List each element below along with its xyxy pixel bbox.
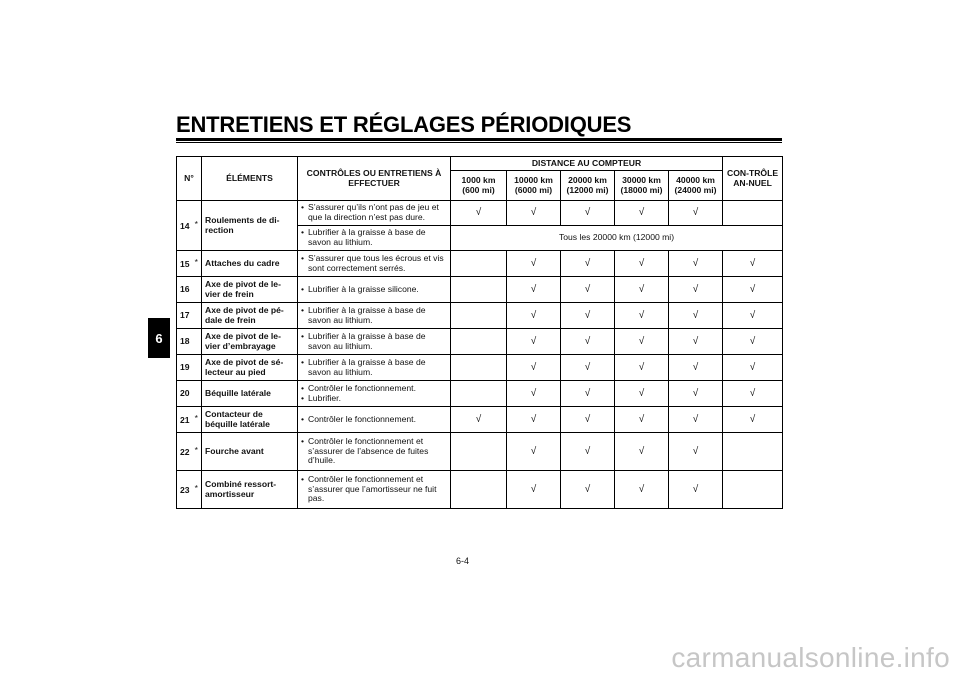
table-row [177,329,783,355]
item-number-text: 17 [180,309,190,320]
interval-check-cell: √ [669,251,723,277]
interval-check-cell: √ [507,277,561,303]
table-row [177,355,783,381]
action-item: • Contrôler le fonctionnement et s’assurer que l’amortisseur ne fuit pas. [301,475,447,504]
annual-check-cell: √ [723,407,783,433]
interval-check-cell: √ [615,329,669,355]
action-item: • Lubrifier. [301,394,447,404]
item-number [177,251,202,277]
item-element: Béquille latérale [202,381,298,407]
interval-check-cell: √ [561,381,615,407]
interval-check-cell: √ [615,251,669,277]
inspection-star: * [194,482,198,493]
interval-check-cell: √ [669,329,723,355]
item-element: Axe de pivot de le-vier de frein [202,277,298,303]
interval-mi: (600 mi) [462,184,495,195]
interval-check-cell: √ [561,277,615,303]
header-num: N° [177,157,202,201]
item-element: Fourche avant [202,433,298,471]
interval-check-cell: √ [561,329,615,355]
interval-check-cell [451,303,507,329]
inspection-star: * [194,444,198,455]
interval-check-cell: √ [615,381,669,407]
annual-check-cell: √ [723,303,783,329]
interval-check-cell: √ [507,355,561,381]
header-interval [615,171,669,201]
annual-check-cell: √ [723,329,783,355]
table-row [177,251,783,277]
item-number-text: 23 [180,484,190,495]
item-number-text: 18 [180,335,190,346]
item-number [177,471,202,509]
header-annual-check: CON-TRÔLE AN-NUEL [723,157,783,201]
interval-check-cell: √ [561,471,615,509]
interval-check-cell: √ [669,201,723,226]
item-element: Attaches du cadre [202,251,298,277]
action-item: • Lubrifier à la graisse à base de savon au lithium. [301,306,447,325]
item-number [177,355,202,381]
action-list [301,475,447,504]
item-element: Axe de pivot de pé-dale de frein [202,303,298,329]
action-item: • Lubrifier à la graisse silicone. [301,285,447,295]
interval-mi: (18000 mi) [620,184,663,195]
interval-km: 10000 km [514,174,553,185]
item-actions [298,303,451,329]
interval-mi: (24000 mi) [674,184,717,195]
page-title: ENTRETIENS ET RÉGLAGES PÉRIODIQUES [176,112,632,137]
interval-check-cell: √ [615,355,669,381]
item-number-text: 20 [180,387,190,398]
watermark-logo: carmanualsonline.info [671,642,950,673]
action-item: • Lubrifier à la graisse à base de savon au lithium. [301,358,447,377]
interval-km: 1000 km [461,174,496,185]
action-list [301,384,447,403]
maintenance-table [176,156,783,509]
table-row [177,277,783,303]
action-list [301,285,447,295]
interval-mi: (12000 mi) [566,184,609,195]
action-item: • Lubrifier à la graisse à base de savon au lithium. [301,332,447,351]
annual-check-cell: √ [723,355,783,381]
item-element: Contacteur de béquille latérale [202,407,298,433]
action-item: • Contrôler le fonctionnement et s’assurer de l’absence de fuites d’huile. [301,437,447,466]
interval-mi: (6000 mi) [514,184,553,195]
interval-km: 20000 km [568,174,607,185]
interval-check-cell: √ [669,471,723,509]
action-list [301,358,447,377]
item-actions [298,355,451,381]
item-number [177,407,202,433]
interval-check-cell: √ [507,329,561,355]
table-row [177,381,783,407]
item-number-text: 15 [180,258,190,269]
title-rule-thin [176,142,782,143]
item-actions [298,226,451,251]
interval-check-cell: √ [615,471,669,509]
action-list [301,254,447,273]
item-number [177,201,202,251]
interval-check-cell: √ [507,251,561,277]
annual-check-cell: √ [723,381,783,407]
interval-check-cell: √ [669,433,723,471]
item-actions [298,381,451,407]
interval-check-cell: √ [615,277,669,303]
interval-km: 40000 km [676,174,715,185]
interval-check-cell: √ [561,303,615,329]
interval-km: 30000 km [622,174,661,185]
table-row [177,303,783,329]
annual-check-cell [723,471,783,509]
item-number [177,381,202,407]
action-list [301,332,447,351]
header-interval [561,171,615,201]
interval-check-cell [451,251,507,277]
item-number-text: 14 [180,220,190,231]
annual-check-cell [723,201,783,226]
interval-check-cell [451,277,507,303]
item-number-text: 19 [180,361,190,372]
interval-check-cell: √ [507,303,561,329]
action-item: • Lubrifier à la graisse à base de savon au lithium. [301,228,447,247]
header-actions: CONTRÔLES OU ENTRETIENS À EFFECTUER [298,157,451,201]
page-number: 6-4 [456,556,470,566]
interval-check-cell: √ [561,251,615,277]
interval-check-cell: √ [615,433,669,471]
action-list [301,415,447,425]
item-actions [298,407,451,433]
action-item: • S’assurer qu’ils n’ont pas de jeu et que la direction n’est pas dure. [301,203,447,222]
interval-check-cell [451,471,507,509]
action-list [301,203,447,222]
interval-check-cell: √ [451,201,507,226]
item-actions [298,471,451,509]
action-item: • Contrôler le fonctionnement. [301,415,447,425]
interval-check-cell: √ [669,303,723,329]
interval-check-cell: √ [561,407,615,433]
table-row [177,471,783,509]
item-actions [298,201,451,226]
interval-check-cell: √ [507,433,561,471]
interval-check-cell: √ [615,201,669,226]
interval-check-cell: √ [561,433,615,471]
header-interval [451,171,507,201]
item-actions [298,251,451,277]
item-number-text: 21 [180,414,190,425]
item-number [177,433,202,471]
inspection-star: * [194,218,198,229]
item-number [177,329,202,355]
item-element: Combiné ressort-amortisseur [202,471,298,509]
interval-check-cell: √ [561,355,615,381]
item-number [177,277,202,303]
item-actions [298,433,451,471]
action-list [301,306,447,325]
header-distance: DISTANCE AU COMPTEUR [451,157,723,171]
interval-check-cell: √ [615,303,669,329]
interval-check-cell: √ [561,201,615,226]
interval-check-cell: √ [615,407,669,433]
title-rule-thick [176,138,782,141]
interval-check-cell [451,355,507,381]
interval-check-cell: √ [507,407,561,433]
item-actions [298,277,451,303]
item-number-text: 22 [180,446,190,457]
item-number [177,303,202,329]
header-elements: ÉLÉMENTS [202,157,298,201]
interval-span-cell: Tous les 20000 km (12000 mi) [451,226,783,251]
header-interval [669,171,723,201]
interval-check-cell: √ [669,407,723,433]
item-element: Roulements de di-rection [202,201,298,251]
action-list [301,437,447,466]
interval-check-cell: √ [451,407,507,433]
annual-check-cell [723,433,783,471]
table-body [177,201,783,509]
action-list [301,228,447,247]
interval-check-cell [451,433,507,471]
header-interval [507,171,561,201]
interval-check-cell: √ [507,381,561,407]
interval-check-cell: √ [669,277,723,303]
inspection-star: * [194,412,198,423]
interval-check-cell [451,381,507,407]
inspection-star: * [194,256,198,267]
interval-check-cell [451,329,507,355]
action-item: • Contrôler le fonctionnement. [301,384,447,394]
table-row [177,433,783,471]
item-number-text: 16 [180,283,190,294]
table-header [177,157,783,201]
interval-check-cell: √ [507,471,561,509]
table-row [177,201,783,226]
annual-check-cell: √ [723,277,783,303]
item-element: Axe de pivot de sé-lecteur au pied [202,355,298,381]
item-actions [298,329,451,355]
table-row [177,407,783,433]
item-element: Axe de pivot de le-vier d’embrayage [202,329,298,355]
interval-check-cell: √ [669,381,723,407]
action-item: • S’assurer que tous les écrous et vis sont correctement serrés. [301,254,447,273]
interval-check-cell: √ [669,355,723,381]
interval-check-cell: √ [507,201,561,226]
chapter-tab[interactable]: 6 [148,318,170,358]
annual-check-cell: √ [723,251,783,277]
